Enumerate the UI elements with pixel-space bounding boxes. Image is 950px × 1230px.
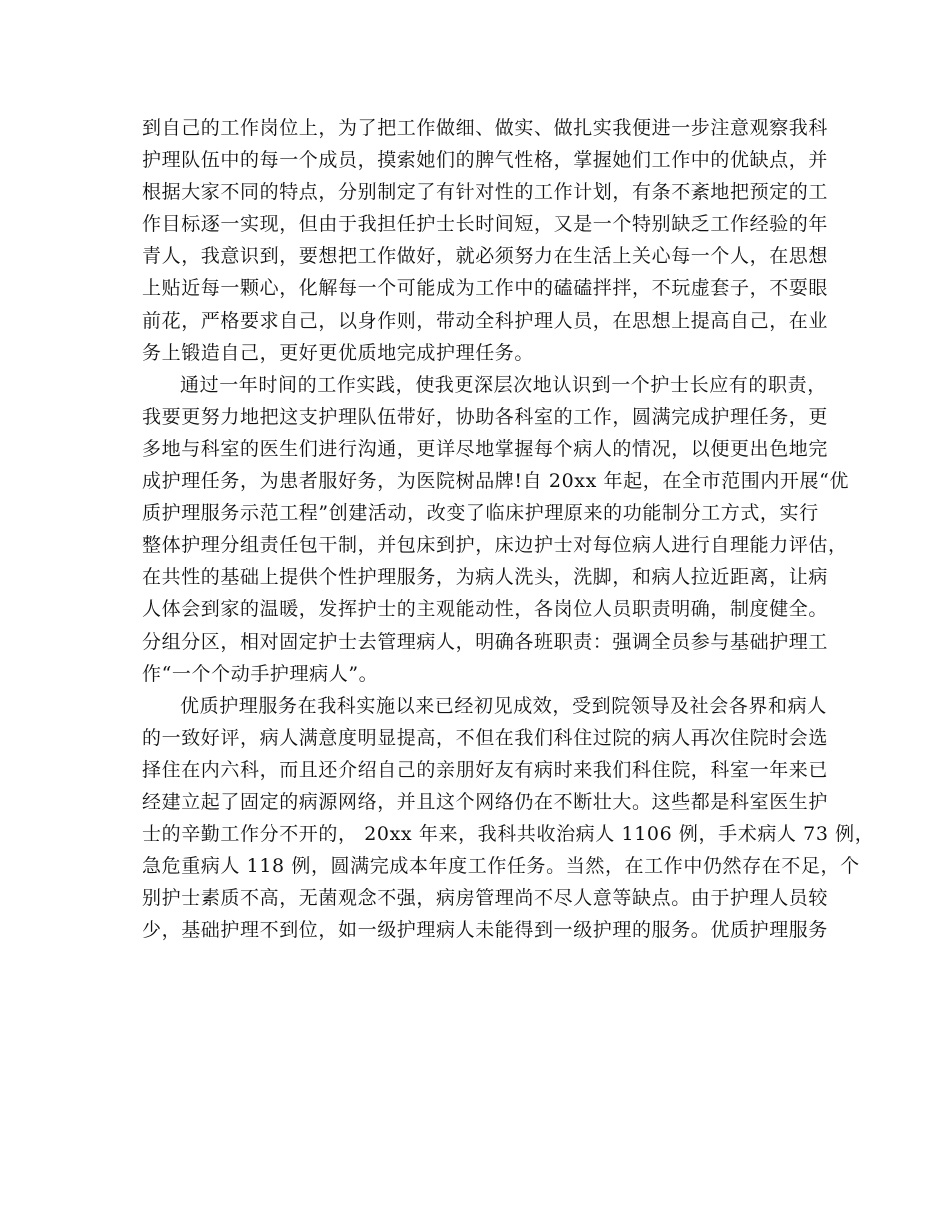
text-line: 在共性的基础上提供个性护理服务，为病人洗头，洗脚，和病人拉近距离，让病 xyxy=(142,566,829,589)
text-line: 作“一个个动手护理病人”。 xyxy=(142,662,379,685)
text-line: 多地与科室的医生们进行沟通，更详尽地掌握每个病人的情况，以便更出色地完 xyxy=(142,437,829,460)
text-line: 根据大家不同的特点，分别制定了有针对性的工作计划，有条不紊地把预定的工 xyxy=(142,181,829,204)
text-line: 务上锻造自己，更好更优质地完成护理任务。 xyxy=(142,341,535,364)
text-line: 优质护理服务在我科实施以来已经初见成效，受到院领导及社会各界和病人 xyxy=(180,694,827,717)
text-line: 上贴近每一颗心，化解每一个可能成为工作中的磕磕拌拌，不玩虚套子，不耍眼 xyxy=(142,277,829,300)
text-line: 质护理服务示范工程”创建活动，改变了临床护理原来的功能制分工方式，实行 xyxy=(142,502,819,525)
text-line: 青人，我意识到，要想把工作做好，就必须努力在生活上关心每一个人，在思想 xyxy=(142,245,829,268)
paragraph-3 xyxy=(142,690,875,947)
text-line: 别护士素质不高，无菌观念不强，病房管理尚不尽人意等缺点。由于护理人员较 xyxy=(142,887,829,910)
text-line: 到自己的工作岗位上，为了把工作做细、做实、做扎实我便进一步注意观察我科 xyxy=(142,117,829,139)
text-line: 我要更努力地把这支护理队伍带好，协助各科室的工作，圆满完成护理任务，更 xyxy=(142,405,829,428)
text-line: 士的辛勤工作分不开的， 20xx 年来，我科共收治病人 1106 例，手术病人 73 例， xyxy=(142,823,875,846)
text-line: 通过一年时间的工作实践，使我更深层次地认识到一个护士长应有的职责， xyxy=(180,373,827,396)
text-line: 择住在内六科，而且还介绍自己的亲朋好友有病时来我们科住院，科室一年来已 xyxy=(142,758,829,781)
text-line: 整体护理分组责任包干制，并包床到护，床边护士对每位病人进行自理能力评估， xyxy=(142,534,848,557)
text-line: 人体会到家的温暖，发挥护士的主观能动性，各岗位人员职责明确，制度健全。 xyxy=(142,598,829,621)
text-line: 护理队伍中的每一个成员，摸索她们的脾气性格，掌握她们工作中的优缺点，并 xyxy=(142,149,829,172)
text-line: 急危重病人 118 例，圆满完成本年度工作任务。当然，在工作中仍然存在不足，个 xyxy=(142,855,860,878)
text-line: 少，基础护理不到位，如一级护理病人未能得到一级护理的服务。优质护理服务 xyxy=(142,919,829,942)
paragraph-2 xyxy=(142,369,850,690)
text-line: 分组分区，相对固定护士去管理病人，明确各班职责：强调全员参与基础护理工 xyxy=(142,630,829,653)
text-line: 作目标逐一实现，但由于我担任护士长时间短，又是一个特别缺乏工作经验的年 xyxy=(142,213,829,236)
text-line: 的一致好评，病人满意度明显提高，不但在我们科住过院的病人再次住院时会选 xyxy=(142,726,829,749)
body-text xyxy=(142,112,875,946)
paragraph-1 xyxy=(142,112,829,369)
text-line: 经建立起了固定的病源网络，并且这个网络仍在不断壮大。这些都是科室医生护 xyxy=(142,790,829,813)
text-line: 前花，严格要求自己，以身作则，带动全科护理人员，在思想上提高自己，在业 xyxy=(142,309,829,332)
text-line: 成护理任务，为患者服好务，为医院树品牌!自 20xx 年起，在全市范围内开展“优 xyxy=(142,470,850,493)
